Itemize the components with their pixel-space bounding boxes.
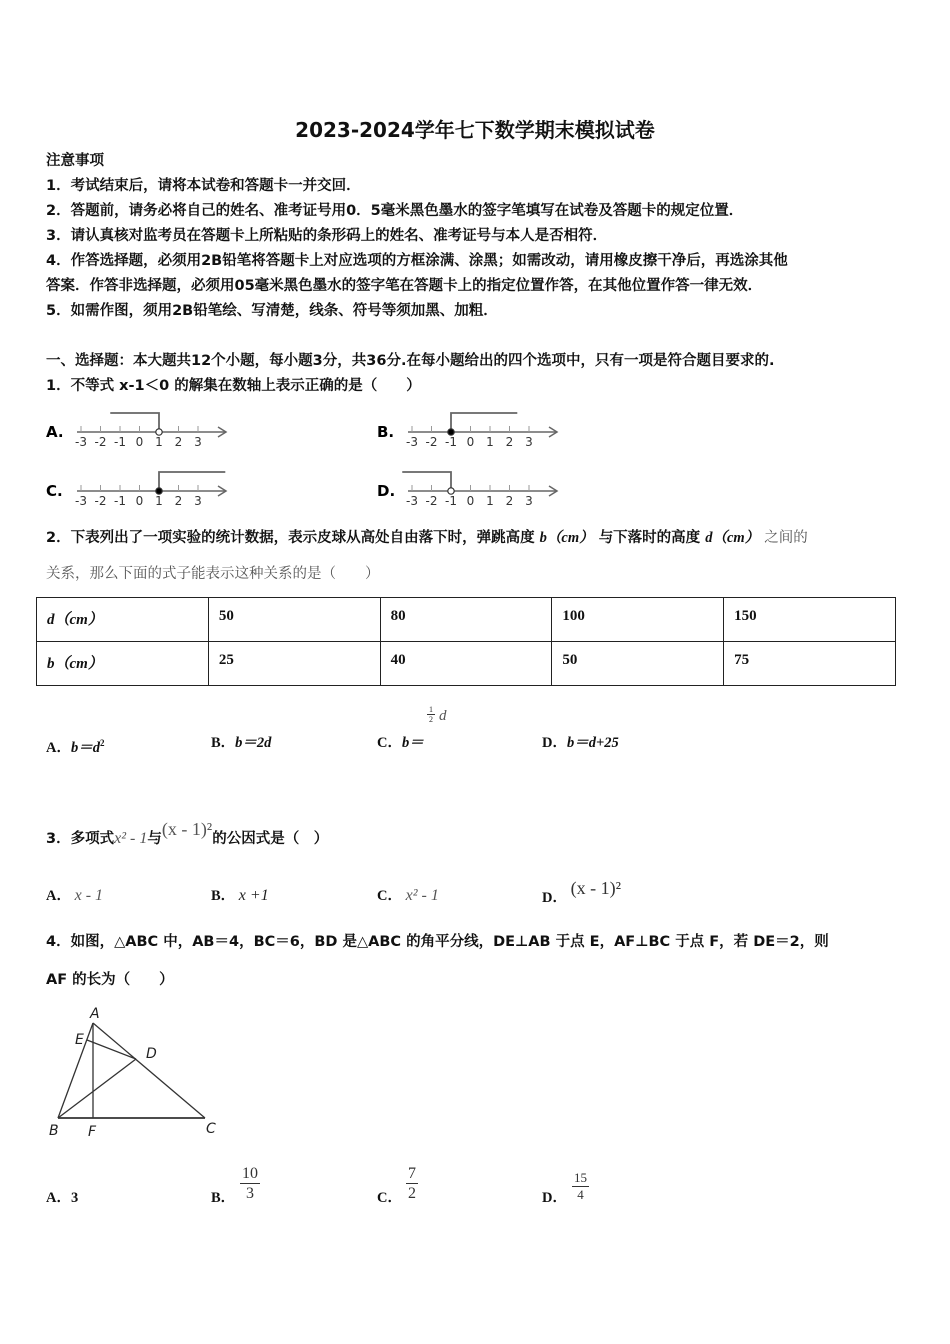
- tick-label: -1: [114, 494, 126, 508]
- label-f: F: [88, 1124, 97, 1140]
- tick-label: -3: [75, 435, 87, 449]
- tick-label: -2: [425, 435, 438, 449]
- option-label: D．: [542, 735, 567, 751]
- table-cell: 40: [380, 642, 552, 686]
- q2-option-d[interactable]: [542, 734, 619, 752]
- table-cell: 150: [724, 598, 896, 642]
- solution-ray: [402, 472, 451, 491]
- numerator: 7: [408, 1165, 416, 1182]
- option-value: x - 1: [74, 887, 104, 904]
- option-label: D.: [377, 482, 396, 500]
- q2-option-c-fraction: [427, 705, 435, 724]
- tick-label: -3: [406, 494, 418, 508]
- table-cell: 80: [380, 598, 552, 642]
- denominator: 2: [408, 1185, 416, 1202]
- option-label: C．: [377, 1190, 402, 1206]
- tick-label: -3: [406, 435, 418, 449]
- label-d: D: [146, 1046, 157, 1062]
- q4-option-d-fraction: [572, 1170, 589, 1203]
- tick-label: 2: [174, 494, 183, 508]
- q4-option-c-fraction: [406, 1164, 418, 1203]
- tick-label: -2: [94, 435, 107, 449]
- numerator: 15: [574, 1170, 587, 1185]
- q2-stem-line2: 关系，那么下面的式子能表示这种关系的是（ ）: [46, 566, 380, 582]
- option-label: A．: [46, 888, 71, 904]
- q3-expr1: x² - 1: [114, 830, 148, 847]
- q4-triangle-figure: [0, 0, 260, 1150]
- option-value: b＝: [401, 735, 424, 751]
- denominator: 3: [246, 1185, 254, 1202]
- segment-ac: [93, 1023, 205, 1118]
- tick-label: 3: [194, 494, 202, 508]
- denominator: 2: [429, 715, 433, 724]
- option-label: D．: [542, 890, 567, 906]
- option-label: A．: [46, 1190, 71, 1206]
- tick-label: 0: [135, 435, 144, 449]
- notice-item: 答案．作答非选择题，必须用05毫米黑色墨水的签字笔在答题卡上的指定位置作答，在其他位置作答一律无效．: [46, 278, 763, 294]
- notice-item: 2．答题前，请务必将自己的姓名、准考证号用0．5毫米黑色墨水的签字笔填写在试卷及答题卡的规定位置．: [46, 203, 744, 219]
- tick-label: 3: [194, 435, 202, 449]
- tick-label: 0: [135, 494, 144, 508]
- option-label: C．: [377, 888, 402, 904]
- tick-label: -2: [94, 494, 107, 508]
- q2-var-d: d（cm）: [705, 530, 760, 546]
- tick-label: -1: [445, 494, 457, 508]
- label-b: B: [49, 1123, 59, 1139]
- option-value: b＝d: [70, 739, 100, 756]
- tick-label: 1: [486, 435, 494, 449]
- q2-stem: 与下落时的高度: [598, 530, 701, 546]
- q4-stem-line2: AF 的长为（ ）: [46, 972, 174, 988]
- section-heading: 一、选择题：本大题共12个小题，每小题3分，共36分.在每小题给出的四个选项中，只有一项是符合题目要求的.: [46, 353, 775, 369]
- table-cell: d（cm）: [37, 598, 209, 642]
- option-label: A.: [46, 423, 64, 441]
- q1-stem: 1．不等式 x-1＜0 的解集在数轴上表示正确的是（ ）: [46, 378, 421, 394]
- q3-option-c[interactable]: [377, 887, 439, 905]
- option-value: b＝d+25: [566, 735, 619, 751]
- option-label: B．: [211, 1190, 236, 1206]
- tick-label: 3: [525, 494, 533, 508]
- table-cell: b（cm）: [37, 642, 209, 686]
- denominator: 4: [577, 1187, 584, 1202]
- option-label: C．: [377, 735, 402, 751]
- q4-option-d[interactable]: [542, 1189, 567, 1207]
- q3-stem: 3．多项式: [46, 831, 115, 847]
- option-value: 3: [70, 1190, 79, 1206]
- tick-label: 1: [486, 494, 494, 508]
- table-cell: 25: [208, 642, 380, 686]
- q2-option-c-var: d: [439, 708, 447, 724]
- option-label: D．: [542, 1190, 567, 1206]
- q3-option-d[interactable]: [542, 878, 621, 907]
- notice-item: 3．请认真核对监考员在答题卡上所粘贴的条形码上的姓名、准考证号与本人是否相符．: [46, 228, 608, 244]
- closed-point: [448, 429, 454, 435]
- q3-expr2: (x - 1)²: [161, 819, 213, 839]
- label-a: A: [90, 1006, 100, 1022]
- q4-stem: 4．如图，△ABC 中，AB＝4，BC＝6，BD 是△ABC 的角平分线，DE⊥AB 于点 E，AF⊥BC 于点 F，若 DE＝2，则: [46, 934, 829, 950]
- page-title: 2023-2024学年七下数学期末模拟试卷: [295, 118, 655, 142]
- q4-option-b[interactable]: [211, 1189, 235, 1207]
- q3-stem: 的公因式是（ ）: [212, 831, 329, 847]
- q4-option-a[interactable]: [46, 1189, 78, 1207]
- tick-label: 1: [155, 435, 163, 449]
- numerator: 10: [242, 1165, 258, 1182]
- option-label: A．: [46, 739, 71, 756]
- option-label: B．: [211, 888, 236, 904]
- option-label: C.: [46, 482, 63, 500]
- notice-item: 4．作答选择题，必须用2B铅笔将答题卡上对应选项的方框涂满、涂黑；如需改动，请用橡皮擦干净后，再选涂其他: [46, 253, 788, 269]
- label-e: E: [75, 1032, 84, 1048]
- tick-label: 0: [466, 435, 475, 449]
- table-cell: 75: [724, 642, 896, 686]
- table-cell: 100: [552, 598, 724, 642]
- q2-stem: 2．下表列出了一项实验的统计数据，表示皮球从高处自由落下时，弹跳高度: [46, 530, 535, 546]
- solution-ray: [451, 413, 517, 432]
- notice-item: 5．如需作图，须用2B铅笔绘、写清楚，线条、符号等须加黑、加粗．: [46, 303, 498, 319]
- numerator: 1: [429, 705, 433, 714]
- tick-label: 0: [466, 494, 475, 508]
- option-label: B.: [377, 423, 395, 441]
- table-cell: 50: [208, 598, 380, 642]
- option-value: x² - 1: [405, 887, 439, 904]
- tick-label: 1: [155, 494, 163, 508]
- option-label: B．: [211, 735, 236, 751]
- tick-label: -1: [445, 435, 457, 449]
- segment-de: [87, 1040, 136, 1059]
- tick-label: 2: [505, 435, 514, 449]
- tick-label: 2: [174, 435, 183, 449]
- table-cell: 50: [552, 642, 724, 686]
- tick-label: -2: [425, 494, 438, 508]
- q4-option-c[interactable]: [377, 1189, 402, 1207]
- tick-label: 3: [525, 435, 533, 449]
- segment-bd: [58, 1059, 136, 1118]
- option-value: b＝2d: [235, 735, 272, 751]
- q4-option-b-fraction: [240, 1164, 260, 1203]
- tick-label: -3: [75, 494, 87, 508]
- q2-stem: 之间的: [764, 530, 808, 546]
- label-c: C: [206, 1121, 216, 1137]
- notice-heading: 注意事项: [46, 153, 104, 169]
- q2-option-c[interactable]: [377, 734, 424, 752]
- tick-label: -1: [114, 435, 126, 449]
- option-value: (x - 1)²: [570, 878, 621, 898]
- tick-label: 2: [505, 494, 514, 508]
- q3-stem: 与: [147, 831, 162, 847]
- q2-var-b: b（cm）: [539, 530, 594, 546]
- option-sup: 2: [99, 738, 105, 748]
- notice-item: 1．考试结束后，请将本试卷和答题卡一并交回．: [46, 178, 361, 194]
- open-point: [448, 488, 454, 494]
- option-value: x +1: [238, 887, 269, 904]
